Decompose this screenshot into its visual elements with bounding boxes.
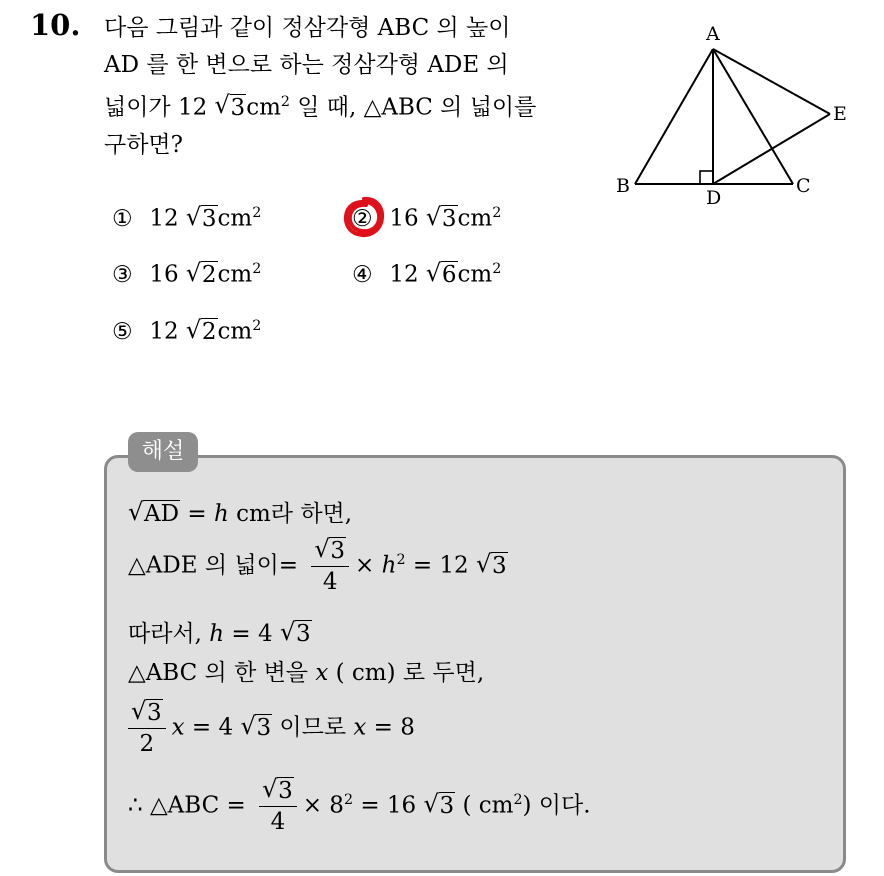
question-line-3: 넓이가 12 √ $3cm^2$ 일 때, △ABC 의 넓이를 [104, 84, 594, 127]
solution-line-5: √ $\frac{3}{2}$ x = 4 √ 3 이므로 x = 8 [128, 700, 415, 757]
option-4[interactable]: ④ 12 √ $6cm^2$ [352, 261, 501, 288]
question-text [104, 10, 594, 164]
solution-line-1: √ AD = h cm라 하면, [128, 495, 352, 528]
solution-line-2: △ADE 의 넓이= √ $\frac{3}{4}$ × $h^2 = 12$ √ 3 [128, 538, 508, 595]
solution-tab: 해설 [128, 432, 198, 472]
label-B: B [616, 175, 630, 197]
edge-AC [713, 49, 793, 184]
triangle-figure [600, 16, 860, 216]
question-line-2: AD 를 한 변으로 하는 정삼각형 ADE 의 [104, 52, 509, 78]
solution-line-3: 따라서, h = 4 √ 3 [128, 615, 312, 648]
question-line-1: 다음 그림과 같이 정삼각형 ABC 의 높이 [104, 15, 511, 41]
answer-circle-mark [339, 193, 389, 243]
label-A: A [706, 23, 720, 45]
label-C: C [796, 175, 811, 197]
answer-mark-stroke [346, 199, 382, 235]
edge-AB [635, 49, 713, 184]
solution-line-6: ∴ △ABC = √ $\frac{3}{4}$ × $8^2 = 16$ √ 3 ( $cm^2$) 이다. [128, 778, 591, 835]
option-1[interactable]: ① 12 √ $3cm^2$ [112, 205, 261, 232]
option-3[interactable]: ③ 16 √ $2cm^2$ [112, 261, 261, 288]
right-angle-mark [700, 171, 713, 184]
option-5[interactable]: ⑤ 12 √ $2cm^2$ [112, 318, 261, 345]
edge-AE [713, 49, 830, 114]
question-line-4: 구하면? [104, 131, 183, 158]
edge-DE [713, 114, 830, 184]
option-2[interactable]: ② 16 √ $3cm^2$ [352, 205, 501, 232]
label-D: D [706, 187, 722, 209]
label-E: E [833, 103, 847, 125]
question-number: 10. [30, 8, 81, 42]
solution-line-4: △ABC 의 한 변을 x ( cm) 로 두면, [128, 660, 485, 686]
